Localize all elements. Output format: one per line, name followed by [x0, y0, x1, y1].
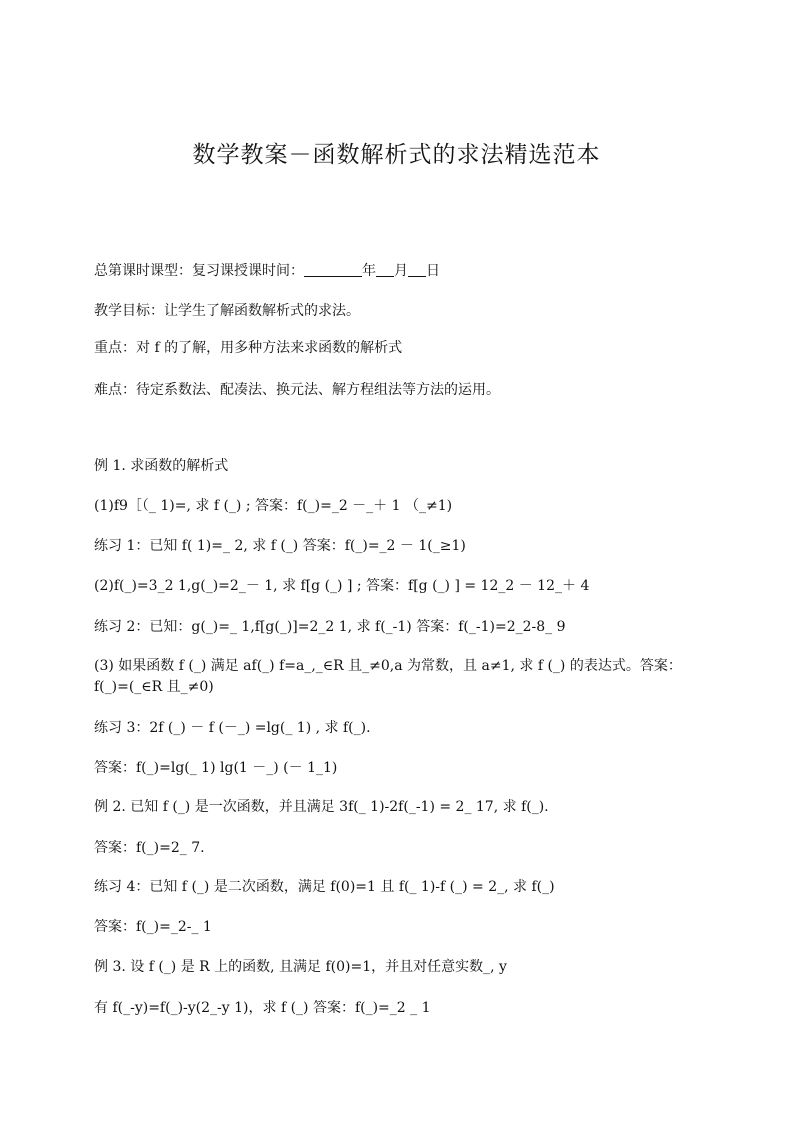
lesson-info-row — [94, 262, 714, 281]
exercise-2: 练习 2：已知：g(_)=_ 1,f[g(_)]=2_2 1, 求 f(_-1) 答案：f(_-1)=2_2-8_ 9 — [94, 619, 566, 635]
example-2-answer: 答案：f(_)=2_ 7. — [94, 840, 205, 856]
example-3: 例 3. 设 f (_) 是 R 上的函数, 且满足 f(0)=1，并且对任意实数_, y — [94, 959, 507, 975]
example-1-part-3: (3) 如果函数 f (_) 满足 af(_) f=a_,_∈R 且_≠0,a 为常数，且 a≠1, 求 f (_) 的表达式。答案：f(_)=(_∈R 且_≠0) — [94, 658, 682, 695]
difficulty: 难点：待定系数法、配凑法、换元法、解方程组法等方法的运用。 — [94, 382, 500, 398]
exercise-3-answer: 答案：f(_)=lg(_ 1) lg(1 －_) (－ 1_1) — [94, 760, 338, 776]
lesson-info-label: 总第课时课型：复习课授课时间： — [94, 263, 304, 279]
exercise-3: 练习 3：2f (_) － f (－_) =lg(_ 1) , 求 f(_). — [94, 720, 371, 736]
day-blank — [408, 263, 426, 277]
example-2: 例 2. 已知 f (_) 是一次函数，并且满足 3f(_ 1)-2f(_-1) = 2_ 17, 求 f(_). — [94, 799, 549, 815]
day-label: 日 — [426, 263, 440, 279]
exercise-4-answer: 答案：f(_)=_2-_ 1 — [94, 919, 212, 935]
example-3-condition: 有 f(_-y)=f(_)-y(2_-y 1)，求 f (_) 答案：f(_)=_2 _ 1 — [94, 1000, 431, 1016]
document-title: 数学教案－函数解析式的求法精选范本 — [192, 142, 601, 168]
key-point: 重点：对 f 的了解，用多种方法来求函数的解析式 — [94, 340, 403, 356]
month-blank — [376, 263, 394, 277]
example-1-part-2: (2)f(_)=3_2 1,g(_)=2_－ 1, 求 f[g (_) ] ; 答案：f[g (_) ] = 12_2 － 12_＋ 4 — [94, 578, 590, 594]
exercise-1: 练习 1：已知 f( 1)=_ 2, 求 f (_) 答案：f(_)=_2 － 1(_≥1) — [94, 538, 466, 554]
year-label: 年 — [362, 263, 376, 279]
teaching-goal: 教学目标：让学生了解函数解析式的求法。 — [94, 303, 360, 319]
year-blank — [304, 263, 362, 277]
example-1-heading: 例 1. 求函数的解析式 — [94, 458, 229, 474]
example-1-part-1: (1)f9［（_ 1)=, 求 f (_) ; 答案：f(_)=_2 －_＋ 1 （_≠1) — [94, 498, 453, 514]
month-label: 月 — [394, 263, 408, 279]
exercise-4: 练习 4：已知 f (_) 是二次函数，满足 f(0)=1 且 f(_ 1)-f (_) = 2_, 求 f(_) — [94, 879, 555, 895]
